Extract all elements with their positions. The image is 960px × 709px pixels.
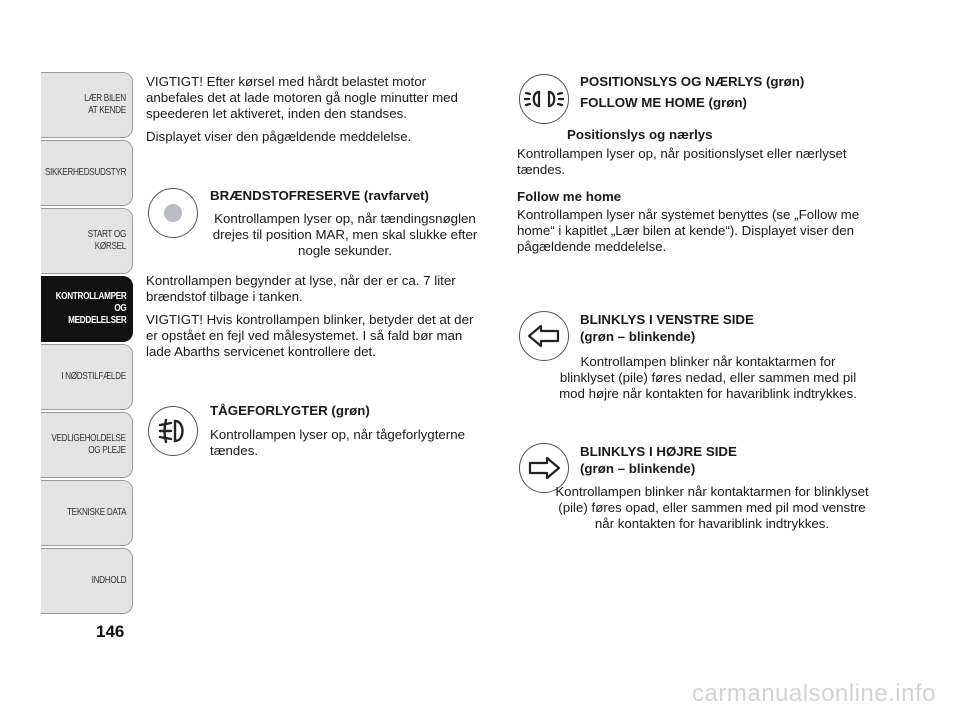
tab-tekniske-data[interactable] [41, 480, 133, 546]
position-text1: Kontrollampen lyser op, når positionslyset eller nærlyset tændes. [517, 146, 847, 177]
tab-start-og-korsel[interactable] [41, 208, 133, 274]
tab-indhold[interactable] [41, 548, 133, 614]
position-text2: Kontrollampen lyser når systemet benyttes (se „Follow me home“ i kapitlet „Lær bilen at kende“). Displayet viser den pågældende meddelelse. [517, 207, 860, 254]
intro-warning: VIGTIGT! Efter kørsel med hårdt belastet motor anbefales det at lade motoren gå nogle minutter med speederen let aktiveret, inden den standses. [146, 74, 458, 121]
right-blinker-section [515, 484, 869, 532]
left-blinker-heading2: (grøn – blinkende) [580, 329, 696, 344]
tab-label: LÆR BILEN AT KENDE [84, 93, 126, 116]
position-heading1: POSITIONSLYS OG NÆRLYS (grøn) [580, 74, 805, 89]
tab-label: INDHOLD [91, 575, 126, 586]
position-sub2: Follow me home [517, 189, 622, 204]
fuel-reserve-dot [164, 204, 182, 222]
fuel-reserve-more [146, 273, 486, 360]
fog-section [206, 402, 496, 459]
tab-label: START OG KØRSEL [87, 229, 126, 252]
tab-vedligeholdelse-og-pleje[interactable] [41, 412, 133, 478]
left-blinker-headings [580, 311, 880, 345]
fog-heading: TÅGEFORLYGTER (grøn) [210, 403, 370, 418]
tab-label: KONTROLLAMPER OG MEDDELELSER [55, 291, 126, 326]
position-lights-glyph [524, 88, 564, 110]
left-blinker-section [515, 354, 861, 402]
tab-sikkerhedsudstyr[interactable] [41, 140, 133, 206]
right-blinker-heading2: (grøn – blinkende) [580, 461, 696, 476]
position-sub1: Positionslys og nærlys [567, 127, 713, 142]
intro-display-note: Displayet viser den pågældende meddelelse. [146, 129, 412, 144]
right-blinker-headings [580, 443, 880, 477]
right-arrow-glyph [527, 456, 561, 480]
position-lights-icon [519, 74, 569, 124]
front-fog-light-icon [148, 406, 198, 456]
position-section [517, 126, 877, 255]
position-headings [580, 73, 880, 111]
fuel-reserve-text3: VIGTIGT! Hvis kontrollampen blinker, betyder det at der er opstået en fejl ved målesystemet. I så fald bør man lade Abarths servicenet kontrollere det. [146, 312, 474, 359]
left-arrow-glyph [527, 324, 561, 348]
front-fog-light-glyph [156, 416, 190, 446]
position-heading2: FOLLOW ME HOME (grøn) [580, 95, 747, 110]
watermark: carmanualsonline.info [692, 680, 936, 707]
tab-kontrollamper-og-meddelelser[interactable] [41, 276, 133, 342]
right-blinker-heading1: BLINKLYS I HØJRE SIDE [580, 444, 737, 459]
page-number: 146 [96, 622, 125, 641]
left-blinker-text: Kontrollampen blinker når kontaktarmen for blinklyset (pile) føres nedad, eller sammen med pil mod højre når kontakten for havariblink indtrykkes. [559, 354, 857, 401]
intro-block [146, 74, 486, 145]
left-blinker-heading1: BLINKLYS I VENSTRE SIDE [580, 312, 754, 327]
tab-i-nodstilfaelde[interactable] [41, 344, 133, 410]
tab-label: SIKKERHEDSUDSTYR [44, 167, 126, 178]
tab-laer-bilen-at-kende[interactable] [41, 72, 133, 138]
fuel-reserve-text1: Kontrollampen lyser op, når tændingsnøglen drejes til position MAR, men skal slukke efter nogle sekunder. [212, 211, 478, 258]
fog-text: Kontrollampen lyser op, når tågeforlygterne tændes. [210, 427, 465, 458]
tab-label: TEKNISKE DATA [66, 507, 126, 518]
fuel-reserve-heading: BRÆNDSTOFRESERVE (ravfarvet) [210, 188, 429, 203]
fuel-reserve-section [190, 187, 490, 259]
right-blinker-text: Kontrollampen blinker når kontaktarmen for blinklyset (pile) føres opad, eller sammen med pil mod venstre når kontakten for havariblink indtrykkes. [555, 484, 869, 531]
tab-label: I NØDSTILFÆLDE [61, 371, 126, 382]
fuel-reserve-text2: Kontrollampen begynder at lyse, når der er ca. 7 liter brændstof tilbage i tanken. [146, 273, 456, 304]
tab-label: VEDLIGEHOLDELSE OG PLEJE [51, 433, 126, 456]
